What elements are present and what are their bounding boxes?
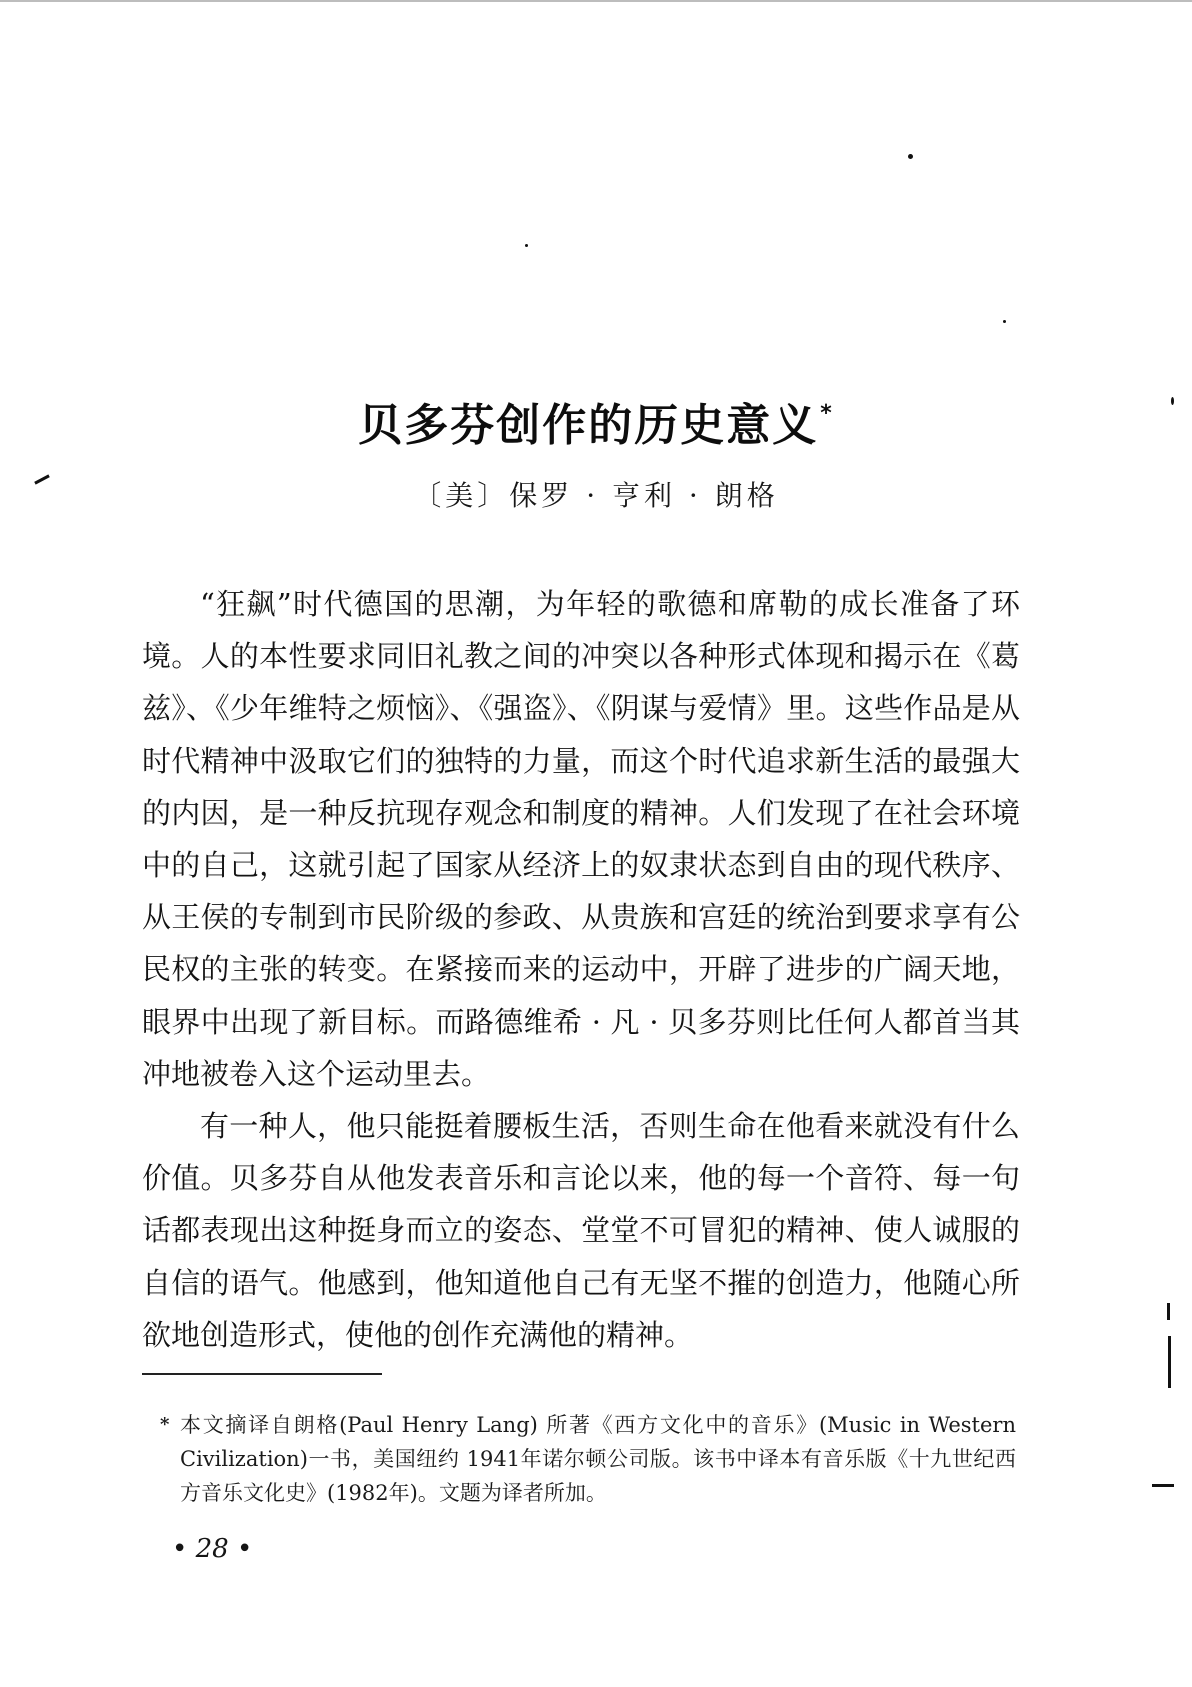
article-title (0, 389, 1192, 453)
page-number: • 28 • (172, 1534, 253, 1564)
scan-speck (1003, 320, 1006, 323)
top-scan-edge (0, 0, 1192, 2)
body-paragraph-1: “狂飙”时代德国的思潮，为年轻的歌德和席勒的成长准备了环境。人的本性要求同旧礼教之间的冲突以各种形式体现和揭示在《葛兹》、《少年维特之烦恼》、《强盗》、《阴谋与爱情》里。这些作品是从时代精神中汲取它们的独特的力量，而这个时代追求新生活的最强大的内因，是一种反抗现存观念和制度的精神。人们发现了在社会环境中的自己，这就引起了国家从经济上的奴隶状态到自由的现代秩序、从王侯的专制到市民阶级的参政、从贵族和宫廷的统治到要求享有公民权的主张的转变。在紧接而来的运动中，开辟了进步的广阔天地，眼界中出现了新目标。而路德维希 · 凡 · 贝多芬则比任何人都首当其冲地被卷入这个运动里去。 (142, 587, 1020, 1091)
footnote (160, 1408, 1016, 1510)
article-title-text: 贝多芬创作的历史意义 (358, 400, 819, 452)
scan-mark (1152, 1484, 1174, 1487)
title-footnote-marker: * (820, 401, 834, 427)
footnote-rule (142, 1373, 382, 1375)
author-line: 〔美〕保罗 · 亨利 · 朗格 (413, 479, 779, 512)
scan-speck (525, 244, 528, 247)
scan-mark (1167, 1303, 1170, 1320)
scan-speck (908, 154, 913, 159)
scan-mark (1168, 1336, 1171, 1388)
article-body (142, 578, 1020, 1361)
footnote-text: 本文摘译自朗格(Paul Henry Lang) 所著《西方文化中的音乐》(Music in Western Civilization)一书，美国纽约 1941年诺尔顿公司版。该书中译本有音乐版《十九世纪西方音乐文化史》(1982年)。文题为译者所加。 (180, 1413, 1016, 1505)
body-paragraph-2: 有一种人，他只能挺着腰板生活，否则生命在他看来就没有什么价值。贝多芬自从他发表音乐和言论以来，他的每一个音符、每一句话都表现出这种挺身而立的姿态、堂堂不可冒犯的精神、使人诚服的自信的语气。他感到，他知道他自己有无坚不摧的创造力，他随心所欲地创造形式，使他的创作充满他的精神。 (142, 1109, 1020, 1352)
footnote-marker: * (160, 1414, 170, 1435)
